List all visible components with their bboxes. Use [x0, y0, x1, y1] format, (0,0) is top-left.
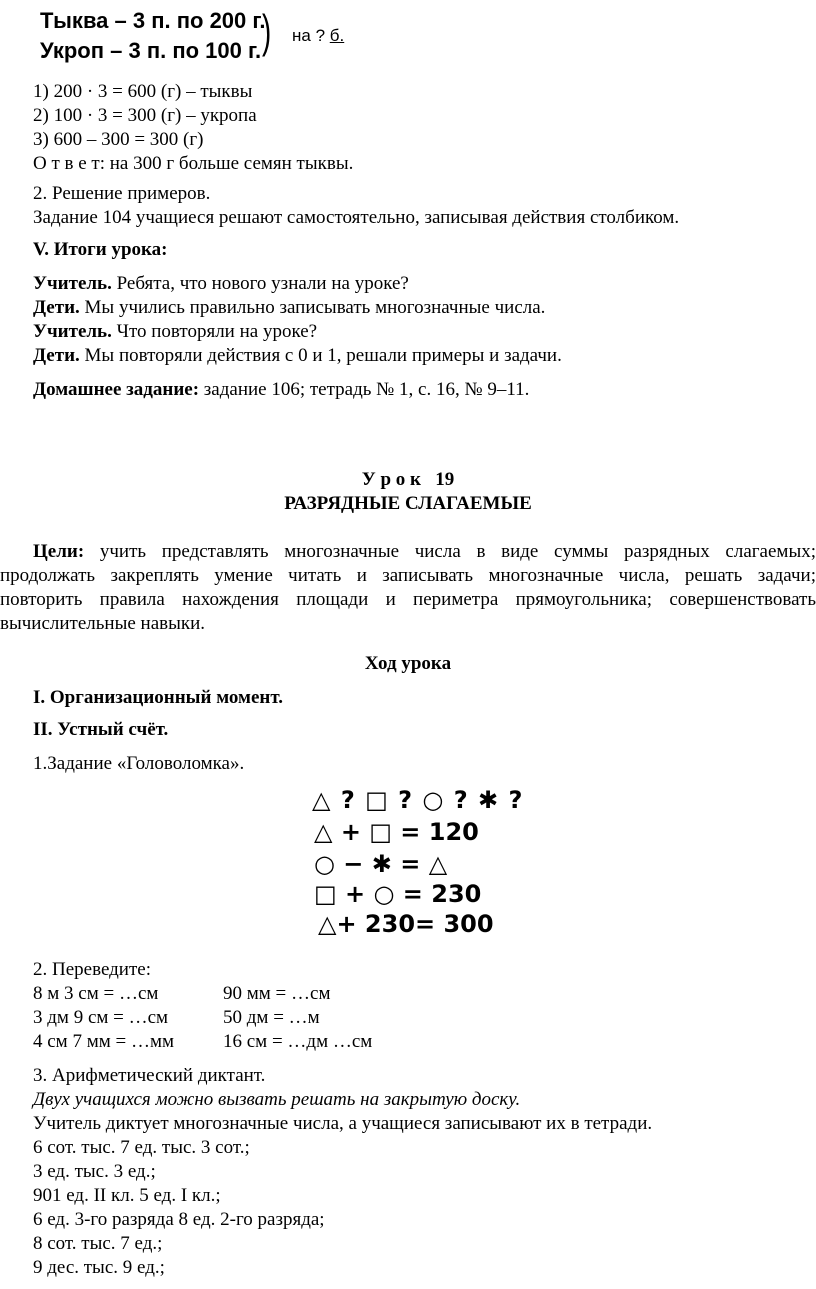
dialog-text: Что повторяли на уроке?: [111, 321, 318, 342]
dialog-line-4: [33, 344, 562, 368]
solution-line-3: 3) 600 – 300 = 300 (г): [33, 129, 204, 150]
dialog-speaker: Дети.: [33, 297, 80, 318]
conversion-left: 8 м 3 см = …см: [33, 983, 159, 1004]
lesson-title: РАЗРЯДНЫЕ СЛАГАЕМЫЕ: [284, 493, 532, 514]
task-3-title: 3. Арифметический диктант.: [33, 1065, 266, 1086]
section-2-text: Задание 104 учащиеся решают самостоятельно, записывая действия столбиком.: [33, 207, 680, 228]
scan-bracket: ): [262, 5, 272, 57]
dialog-text: Мы учились правильно записывать многозначные числа.: [79, 297, 546, 318]
scan-note-suffix: б.: [329, 26, 345, 45]
task-1-title: 1.Задание «Головоломка».: [33, 753, 245, 774]
dialog-line-1: [33, 272, 409, 296]
dialog-speaker: Дети.: [33, 345, 80, 366]
puzzle-row-5: △+ 230= 300: [318, 910, 494, 938]
goals-label: Цели:: [33, 541, 85, 562]
dialog-line-2: [33, 296, 545, 320]
goals-line-4: вычислительные навыки.: [0, 613, 206, 634]
goals-text-1: учить представлять многозначные числа в виде суммы разрядных слагаемых;: [99, 541, 816, 562]
homework-line: [33, 378, 529, 402]
dialog-line-3: [33, 320, 317, 344]
dictation-item-3: 901 ед. II кл. 5 ед. I кл.;: [33, 1185, 221, 1206]
conversion-right: 16 см = …дм …см: [223, 1031, 373, 1052]
solution-line-1: 1) 200 · 3 = 600 (г) – тыквы: [33, 81, 253, 102]
scan-line-pumpkin: Тыква – 3 п. по 200 г.: [40, 8, 266, 33]
scan-note: [292, 26, 344, 46]
task-3-text: Учитель диктует многозначные числа, а учащиеся записывают их в тетради.: [33, 1113, 653, 1134]
conversion-right: 90 мм = …см: [223, 983, 331, 1004]
dictation-item-4: 6 ед. 3-го разряда 8 ед. 2-го разряда;: [33, 1209, 325, 1230]
dialog-text: Ребята, что нового узнали на уроке?: [111, 273, 409, 294]
homework-text: задание 106; тетрадь № 1, с. 16, № 9–11.: [199, 379, 530, 400]
conversion-row-2: [33, 1006, 433, 1030]
dictation-item-1: 6 сот. тыс. 7 ед. тыс. 3 сот.;: [33, 1137, 250, 1158]
puzzle-row-3: ○ − ✱ = △: [314, 850, 448, 878]
homework-label: Домашнее задание:: [33, 379, 200, 400]
dictation-item-5: 8 сот. тыс. 7 ед.;: [33, 1233, 163, 1254]
dialog-speaker: Учитель.: [33, 273, 112, 294]
scan-note-prefix: на ?: [292, 26, 330, 45]
goals-line-2: продолжать закреплять умение читать и записывать многозначные числа, решать задачи;: [0, 565, 816, 586]
answer-line: О т в е т: на 300 г больше семян тыквы.: [33, 153, 354, 174]
stage-1: [33, 686, 283, 710]
puzzle-row-2: △ + □ = 120: [314, 818, 479, 846]
conversion-left: 3 дм 9 см = …см: [33, 1007, 169, 1028]
section-2-title: 2. Решение примеров.: [33, 183, 211, 204]
scan-line-dill: Укроп – 3 п. по 100 г.: [40, 38, 262, 63]
summary-heading: [33, 238, 168, 262]
summary-heading-text: V. Итоги урока:: [33, 239, 168, 260]
dictation-item-2: 3 ед. тыс. 3 ед.;: [33, 1161, 156, 1182]
dialog-text: Мы повторяли действия с 0 и 1, решали примеры и задачи.: [79, 345, 562, 366]
lesson-number: У р о к 19: [361, 469, 455, 490]
solution-line-2: 2) 100 · 3 = 300 (г) – укропа: [33, 105, 257, 126]
goals-line-3: повторить правила нахождения площади и периметра прямоугольника; совершенствовать: [0, 589, 816, 610]
goals-line-1: [33, 540, 816, 564]
dictation-item-6: 9 дес. тыс. 9 ед.;: [33, 1257, 165, 1278]
stage-1-text: I. Организационный момент.: [33, 687, 284, 708]
task-2-title: 2. Переведите:: [33, 959, 151, 980]
stage-2-text: II. Устный счёт.: [33, 719, 169, 740]
task-3-note: Двух учащихся можно вызвать решать на закрытую доску.: [33, 1089, 521, 1110]
conversion-row-1: [33, 982, 433, 1006]
conversion-right: 50 дм = …м: [223, 1007, 320, 1028]
conversion-left: 4 см 7 мм = …мм: [33, 1031, 175, 1052]
stage-2: [33, 718, 168, 742]
dialog-speaker: Учитель.: [33, 321, 112, 342]
course-heading: Ход урока: [364, 653, 452, 674]
puzzle-row-1: △ ? □ ? ○ ? ✱ ?: [312, 786, 524, 814]
conversion-row-3: [33, 1030, 433, 1054]
puzzle-row-4: □ + ○ = 230: [314, 880, 482, 908]
